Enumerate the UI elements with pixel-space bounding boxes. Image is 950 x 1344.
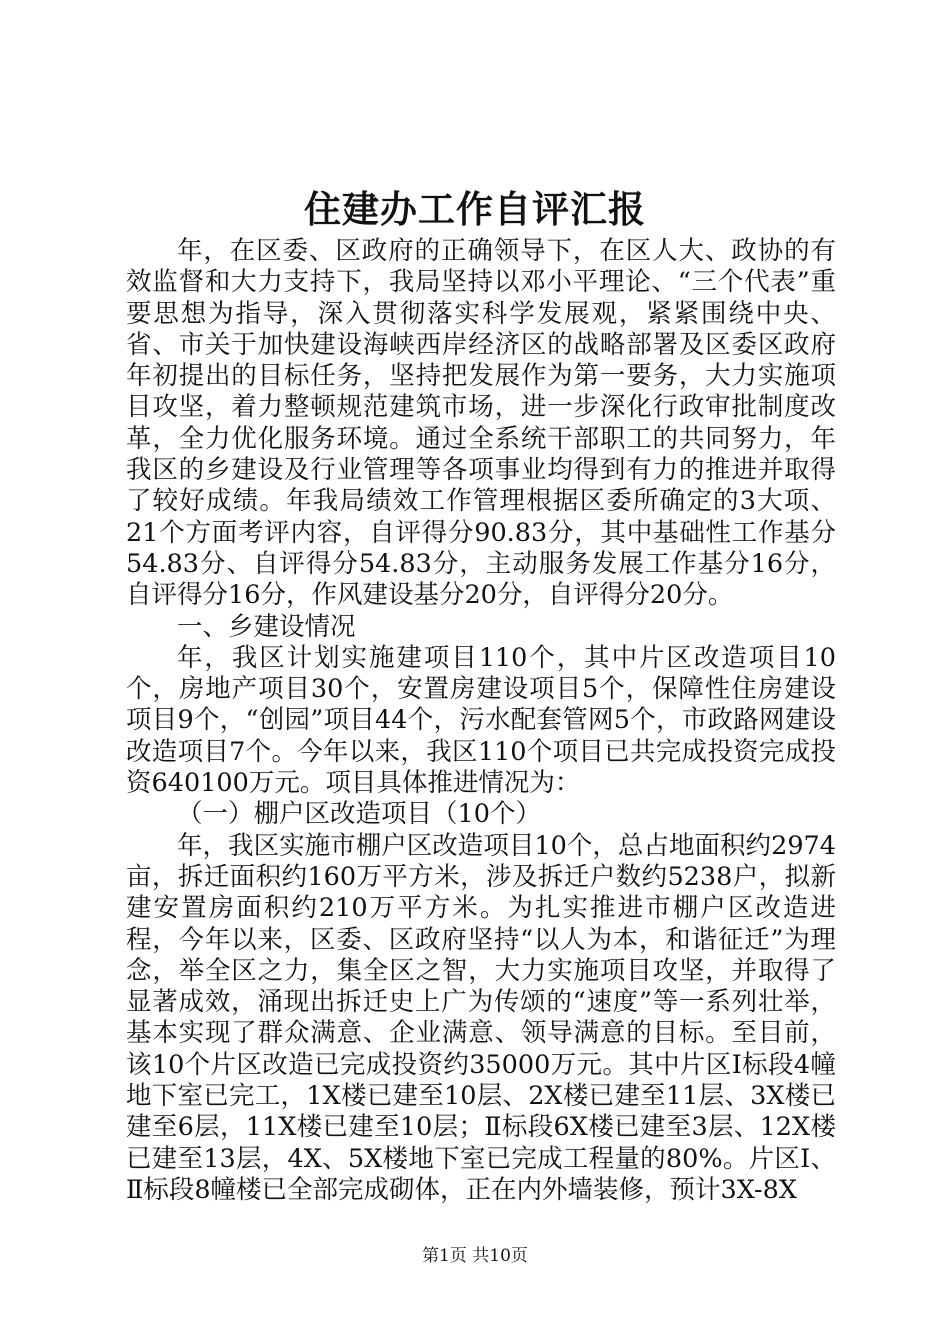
page-footer: 第1页 共10页	[422, 1246, 528, 1266]
paragraph-projects: 年，我区计划实施建项目110个，其中片区改造项目10个，房地产项目30个，安置房建设项目5个，保障性住房建设项目9个，“创园”项目44个，污水配套管网5个，市政路网建设改造项目7个。今年以来，我区110个项目已共完成投资完成投资640100万元。项目具体推进情况为：	[126, 642, 836, 799]
document-title: 住建办工作自评汇报	[304, 187, 646, 231]
section-heading-1: 一、乡建设情况	[177, 611, 356, 642]
paragraph-shantytown: 年，我区实施市棚户区改造项目10个，总占地面积约2974亩，拆迁面积约160万平方米，涉及拆迁户数约5238户，拟新建安置房面积约210万平方米。为扎实推进市棚户区改造进程，今年以来，区委、区政府坚持“以人为本，和谐征迁”为理念，举全区之力，集全区之智，大力实施项目攻坚，并取得了显著成效，涌现出拆迁史上广为传颂的“速度”等一系列壮举，基本实现了群众满意、企业满意、领导满意的目标。至目前，该10个片区改造已完成投资约35000万元。其中片区Ⅰ标段4幢地下室已完工，1X楼已建至10层、2X楼已建至11层、3X楼已建至6层，11X楼已建至10层；Ⅱ标段6X楼已建至3层、12X楼已建至13层，4X、5X楼地下室已完成工程量的80%。片区Ⅰ、Ⅱ标段8幢楼已全部完成砌体，正在内外墙装修，预计3X-8X	[126, 830, 836, 1205]
paragraph-intro: 年，在区委、区政府的正确领导下，在区人大、政协的有效监督和大力支持下，我局坚持以邓小平理论、“三个代表”重要思想为指导，深入贯彻落实科学发展观，紧紧围绕中央、省、市关于加快建设海峡西岸经济区的战略部署及区委区政府年初提出的目标任务，坚持把发展作为第一要务，大力实施项目攻坚，着力整顿规范建筑市场，进一步深化行政审批制度改革，全力优化服务环境。通过全系统干部职工的共同努力，年我区的乡建设及行业管理等各项事业均得到有力的推进并取得了较好成绩。年我局绩效工作管理根据区委所确定的3大项、21个方面考评内容，自评得分90.83分，其中基础性工作基分54.83分、自评得分54.83分，主动服务发展工作基分16分，自评得分16分，作风建设基分20分，自评得分20分。	[126, 236, 836, 611]
document-body	[126, 236, 836, 1206]
subsection-heading-1: （一）棚户区改造项目（10个）	[177, 799, 541, 830]
